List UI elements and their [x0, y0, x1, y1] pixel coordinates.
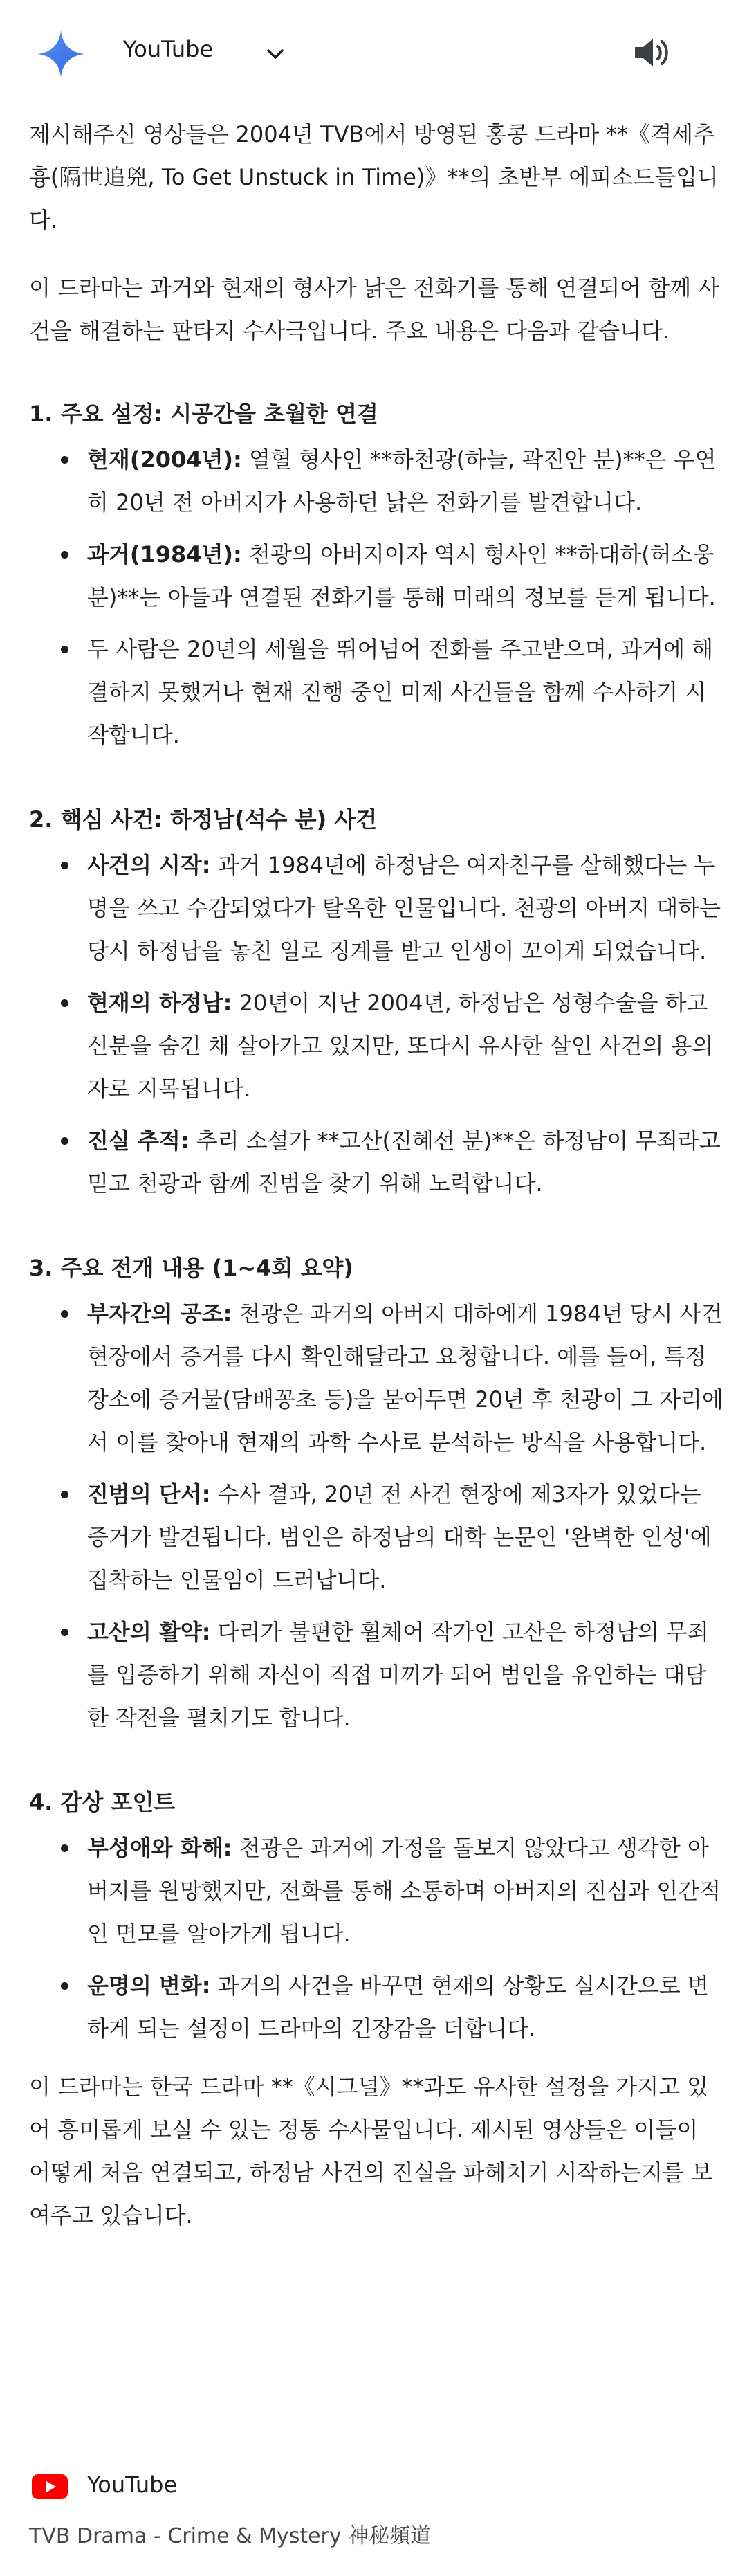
- item-label: 운명의 변화:: [87, 1972, 211, 1999]
- speaker-icon[interactable]: [631, 33, 672, 72]
- list-item: [29, 844, 724, 972]
- section-heading: 2. 핵심 사건: 하정남(석수 분) 사건: [29, 806, 378, 833]
- bullet-icon: [61, 1491, 68, 1498]
- section-heading: 1. 주요 설정: 시공간을 초월한 연결: [29, 401, 378, 427]
- source-name: YouTube: [87, 2471, 178, 2498]
- item-text: 열혈 형사인 **하천광(하늘, 곽진안 분)**은 우연히 20년 전 아버지가 사용하던 낡은 전화기를 발견합니다.: [87, 446, 717, 516]
- section-heading: 3. 주요 전개 내용 (1~4회 요약): [29, 1255, 353, 1281]
- section: [29, 1781, 724, 2050]
- intro-paragraph: 제시해주신 영상들은 2004년 TVB에서 방영된 홍콩 드라마 **《격세추흉(隔世追兇, To Get Unstuck in Time)》**의 초반부 에피소드들입니다.: [29, 121, 719, 233]
- list-item: [29, 1473, 724, 1602]
- section: [29, 1246, 724, 1739]
- list-item: [29, 1611, 724, 1739]
- bullet-list: [29, 438, 724, 756]
- item-text: 과거의 사건을 바꾸면 현재의 상황도 실시간으로 변하게 되는 설정이 드라마의 긴장감을 더합니다.: [87, 1972, 709, 2042]
- item-label: 사건의 시작:: [87, 852, 211, 878]
- item-label: 고산의 활약:: [87, 1619, 211, 1645]
- closing-paragraph: 이 드라마는 한국 드라마 **《시그널》**과도 유사한 설정을 가지고 있어 흥미롭게 보실 수 있는 정통 수사물입니다. 제시된 영상들은 이들이 어떻게 처음 연결되고, 하정남 사건의 진실을 파헤치기 시작하는지를 보여주고 있습니다.: [29, 2074, 712, 2229]
- bullet-list: [29, 1826, 724, 2050]
- chevron-down-icon[interactable]: [261, 40, 289, 68]
- item-text: 두 사람은 20년의 세월을 뛰어넘어 전화를 주고받으며, 과거에 해결하지 못했거나 현재 진행 중인 미제 사건들을 함께 수사하기 시작합니다.: [87, 636, 714, 748]
- item-text: 다리가 불편한 휠체어 작가인 고산은 하정남의 무죄를 입증하기 위해 자신이 직접 미끼가 되어 범인을 유인하는 대담한 작전을 펼치기도 합니다.: [87, 1619, 709, 1731]
- item-text: 과거 1984년에 하정남은 여자친구를 살해했다는 누명을 쓰고 수감되었다가 탈옥한 인물입니다. 천광의 아버지 대하는 당시 하정남을 놓친 일로 징계를 받고 인생이 꼬이게 되었습니다.: [87, 852, 721, 964]
- section: [29, 392, 724, 756]
- item-text: 천광의 아버지이자 역시 형사인 **하대하(허소웅 분)**는 아들과 연결된 전화기를 통해 미래의 정보를 듣게 됩니다.: [87, 541, 716, 610]
- item-label: 진실 추적:: [87, 1127, 190, 1154]
- bullet-icon: [61, 646, 68, 653]
- item-label: 부자간의 공조:: [87, 1300, 232, 1327]
- item-text: 천광은 과거에 가정을 돌보지 않았다고 생각한 아버지를 원망했지만, 전화를 통해 소통하며 아버지의 진심과 인간적인 면모를 알아가게 됩니다.: [87, 1835, 721, 1947]
- list-item: [29, 533, 724, 619]
- item-text: 추리 소설가 **고산(진혜선 분)**은 하정남이 무죄라고 믿고 천광과 함께 진범을 찾기 위해 노력합니다.: [87, 1127, 721, 1197]
- bullet-icon: [61, 456, 68, 464]
- list-item: [29, 1826, 724, 1955]
- bullet-icon: [61, 999, 68, 1007]
- bullet-icon: [61, 1310, 68, 1318]
- item-label: 진범의 단서:: [87, 1481, 211, 1507]
- gemini-sparkle-icon[interactable]: [36, 29, 86, 79]
- item-label: 과거(1984년):: [87, 541, 242, 568]
- bullet-icon: [61, 1844, 68, 1852]
- item-label: 현재(2004년):: [87, 446, 242, 473]
- item-text: 20년이 지난 2004년, 하정남은 성형수술을 하고 신분을 숨긴 채 살아가고 있지만, 또다시 유사한 살인 사건의 용의자로 지목됩니다.: [87, 990, 714, 1102]
- list-item: [29, 438, 724, 524]
- list-item: [29, 628, 724, 756]
- bullet-icon: [61, 1982, 68, 1990]
- bullet-list: [29, 1292, 724, 1739]
- section-heading: 4. 감상 포인트: [29, 1789, 176, 1815]
- response-body: [29, 104, 724, 2237]
- item-label: 현재의 하정남:: [87, 990, 232, 1016]
- intro-paragraph: 이 드라마는 과거와 현재의 형사가 낡은 전화기를 통해 연결되어 함께 사건을 해결하는 판타지 수사극입니다. 주요 내용은 다음과 같습니다.: [29, 275, 720, 344]
- bullet-icon: [61, 551, 68, 559]
- source-title[interactable]: TVB Drama - Crime & Mystery 神秘頻道: [29, 2524, 432, 2548]
- app-title[interactable]: YouTube: [123, 36, 214, 62]
- list-item: [29, 981, 724, 1110]
- top-bar: [0, 0, 747, 104]
- bullet-list: [29, 844, 724, 1205]
- item-label: 부성애와 화해:: [87, 1835, 232, 1861]
- section: [29, 798, 724, 1205]
- item-text: 수사 결과, 20년 전 사건 현장에 제3자가 있었다는 증거가 발견됩니다. 범인은 하정남의 대학 논문인 '완벽한 인성'에 집착하는 인물임이 드러납니다.: [87, 1481, 712, 1593]
- bullet-icon: [61, 862, 68, 869]
- list-item: [29, 1292, 724, 1464]
- list-item: [29, 1964, 724, 2050]
- item-text: 천광은 과거의 아버지 대하에게 1984년 당시 사건 현장에서 증거를 다시 확인해달라고 요청합니다. 예를 들어, 특정 장소에 증거물(담배꽁초 등)을 묻어두면 20년 후 천광이 그 자리에서 이를 찾아내 현재의 과학 수사로 분석하는 방식을 사용합니다.: [87, 1300, 723, 1455]
- youtube-logo-icon: [32, 2474, 68, 2499]
- list-item: [29, 1119, 724, 1205]
- bullet-icon: [61, 1629, 68, 1636]
- bullet-icon: [61, 1137, 68, 1145]
